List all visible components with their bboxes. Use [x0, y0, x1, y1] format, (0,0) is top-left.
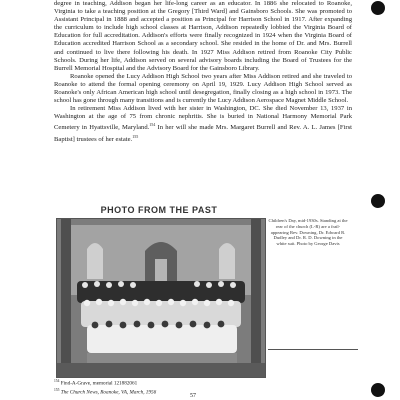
footnote-ref-155: 155	[132, 133, 139, 139]
paragraph-3	[54, 105, 352, 144]
binder-hole-bottom	[371, 383, 385, 397]
footnote-number: 155	[54, 387, 60, 392]
paragraph-1: degree in teaching, Addison began her life-long career as an educator. In 1886 she relocated to Roanoke, Virginia to take a teaching position at the Gregory [Third Ward] and Gainsboro Schools. She was promoted to Assistant Principal in 1888 and accepted a position as Principal for Harrison School in 1917. After expanding the curriculum to include high school classes at Harrison, Addison repeatedly lobbied the Virginia Board of Education for full accreditation. Addison's efforts were finally recognized in 1924 when the Virginia Board of Education accredited Harrison School as a secondary school. She resided in the home of Dr. and Mrs. Burrell and continued to live there following his death. In 1927 Miss Addison retired from Roanoke City Public Schools. During her life, Addison served on several advisory boards including the Board of Trustees for the Burrell Memorial Hospital and the Advisory Board for the Gainsboro Library.	[54, 0, 352, 72]
footnote-ref-154: 154	[149, 122, 156, 128]
footnote-154	[54, 378, 334, 387]
binder-hole-middle	[371, 194, 385, 208]
footnote-number: 154	[54, 379, 60, 383]
photo-heading: PHOTO FROM THE PAST	[100, 205, 218, 215]
photo-illustration	[57, 219, 265, 377]
paragraph-3-continued: In her will she made Mrs. Margaret Burrell and Rev. A. L. James [First Baptist] trustees of her estate.	[54, 124, 353, 143]
footnote-text: Find-A-Grave, memorial 121882061	[60, 380, 138, 387]
church-photo	[56, 218, 266, 378]
photo-caption: Children's Day, mid-1930s. Standing at the rear of the church (L-R) are a frail-appearing Rev. Downing, Dr. Edward R. Dudley and Dr. R. D. Downing in the white suit. Photo by George Davis	[268, 218, 348, 247]
footnote-text: The Church News, Roanoke, VA, March, 1956	[60, 389, 157, 396]
paragraph-3-text: In retirement Miss Addison lived with her sister in Washington, DC. She died November 13, 1937 in Washington at the age of 75 from chronic nephritis. She is buried in National Harmony Memorial Park Cemetery in Hyattsville, Maryland.	[54, 105, 352, 132]
paragraph-2: Roanoke opened the Lucy Addison High School two years after Miss Addison retired and she traveled to Roanoke to attend the formal opening ceremony on April 19, 1929. Lucy Addison High School served as Roanoke's only African American high school until desegregation, finally closing as a high school in 1973. The school has gone through many transitions and is currently the Lucy Addison Aerospace Magnet Middle School.	[54, 72, 352, 105]
caption-rule	[268, 349, 358, 350]
page-number: 57	[190, 393, 196, 399]
binder-hole-top	[371, 1, 385, 15]
body-text	[54, 0, 352, 144]
